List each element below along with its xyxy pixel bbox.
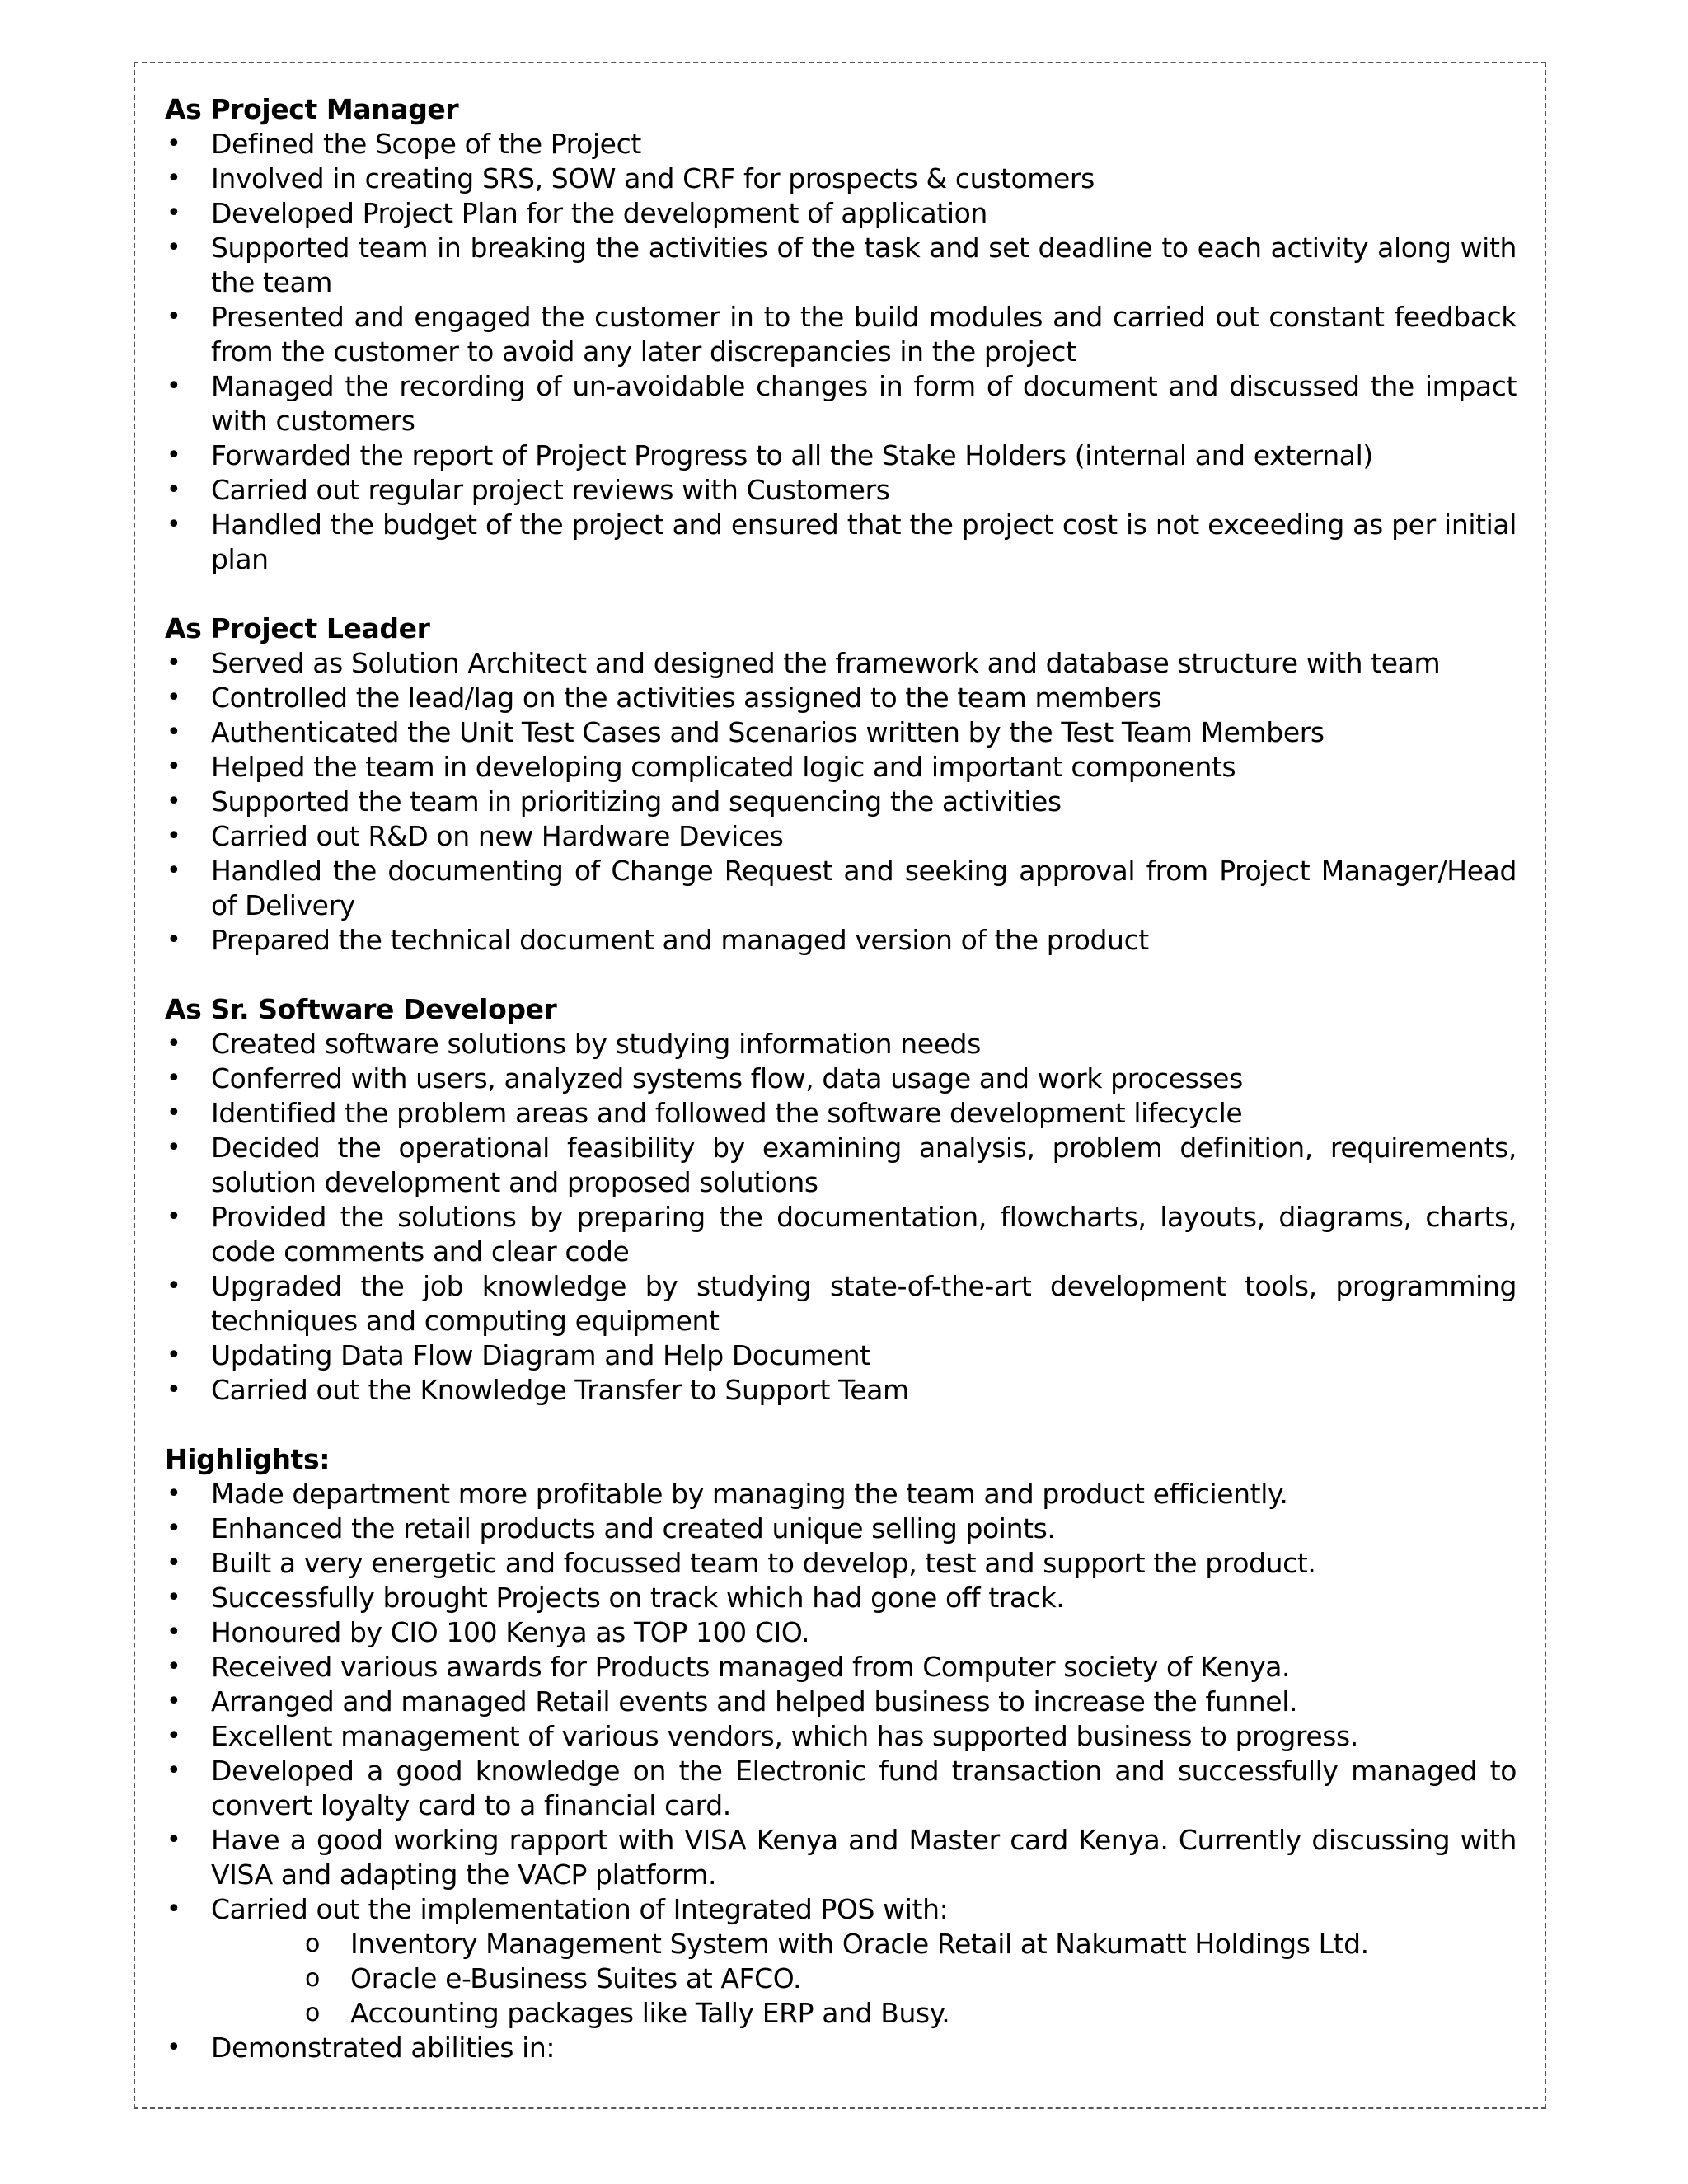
list-item: • Controlled the lead/lag on the activities assigned to the team members xyxy=(165,681,1517,715)
bullet-list xyxy=(165,127,1517,577)
section-project-manager xyxy=(165,92,1517,577)
list-item: • Excellent management of various vendors, which has supported business to progress. xyxy=(165,1719,1517,1754)
list-item: • Created software solutions by studying information needs xyxy=(165,1027,1517,1062)
list-item: • Enhanced the retail products and created unique selling points. xyxy=(165,1511,1517,1546)
section-heading: Highlights: xyxy=(165,1443,330,1475)
section-heading: As Project Leader xyxy=(165,612,430,644)
list-item: • Managed the recording of un-avoidable changes in form of document and discussed the impact with customers xyxy=(165,369,1517,438)
sub-list-item: o Oracle e-Business Suites at AFCO. xyxy=(211,1961,1517,1996)
bullet-list xyxy=(165,646,1517,958)
section-highlights xyxy=(165,1442,1517,2065)
sub-list-item: o Accounting packages like Tally ERP and Busy. xyxy=(211,1996,1517,2031)
list-item: • Built a very energetic and focussed team to develop, test and support the product. xyxy=(165,1546,1517,1581)
list-item-pos xyxy=(165,1892,1517,2031)
list-item: • Conferred with users, analyzed systems flow, data usage and work processes xyxy=(165,1062,1517,1096)
list-item: • Successfully brought Projects on track which had gone off track. xyxy=(165,1581,1517,1615)
list-item: • Upgraded the job knowledge by studying state-of-the-art development tools, programming techniques and computing equipment xyxy=(165,1269,1517,1338)
list-item: • Honoured by CIO 100 Kenya as TOP 100 CIO. xyxy=(165,1615,1517,1650)
list-item: • Involved in creating SRS, SOW and CRF for prospects & customers xyxy=(165,162,1517,196)
list-item: • Handled the documenting of Change Request and seeking approval from Project Manager/Head of Delivery xyxy=(165,854,1517,923)
section-heading: As Sr. Software Developer xyxy=(165,993,557,1025)
list-item: • Authenticated the Unit Test Cases and Scenarios written by the Test Team Members xyxy=(165,715,1517,750)
list-item: • Supported the team in prioritizing and sequencing the activities xyxy=(165,785,1517,819)
list-item: • Arranged and managed Retail events and helped business to increase the funnel. xyxy=(165,1685,1517,1719)
list-item-text: Carried out the implementation of Integrated POS with: xyxy=(211,1893,949,1925)
list-item: • Demonstrated abilities in: xyxy=(165,2031,1517,2065)
list-item: • Prepared the technical document and managed version of the product xyxy=(165,923,1517,958)
list-item: • Decided the operational feasibility by examining analysis, problem definition, requirements, solution development and proposed solutions xyxy=(165,1131,1517,1200)
list-item: • Carried out the Knowledge Transfer to Support Team xyxy=(165,1373,1517,1408)
section-project-leader xyxy=(165,612,1517,958)
section-heading: As Project Manager xyxy=(165,93,459,125)
list-item: • Carried out R&D on new Hardware Devices xyxy=(165,819,1517,854)
list-item: • Developed Project Plan for the development of application xyxy=(165,196,1517,231)
list-item: • Provided the solutions by preparing the documentation, flowcharts, layouts, diagrams, charts, code comments and clear code xyxy=(165,1200,1517,1269)
list-item: • Forwarded the report of Project Progress to all the Stake Holders (internal and external) xyxy=(165,438,1517,473)
sub-list-item: o Inventory Management System with Oracle Retail at Nakumatt Holdings Ltd. xyxy=(211,1927,1517,1961)
sub-bullet-list xyxy=(211,1927,1517,2031)
list-item: • Have a good working rapport with VISA Kenya and Master card Kenya. Currently discussing with VISA and adapting the VACP platform. xyxy=(165,1823,1517,1892)
list-item: • Updating Data Flow Diagram and Help Document xyxy=(165,1338,1517,1373)
list-item: • Made department more profitable by managing the team and product efficiently. xyxy=(165,1477,1517,1511)
resume-content xyxy=(165,92,1517,2065)
list-item: • Presented and engaged the customer in to the build modules and carried out constant feedback from the customer to avoid any later discrepancies in the project xyxy=(165,300,1517,369)
list-item: • Handled the budget of the project and ensured that the project cost is not exceeding as per initial plan xyxy=(165,508,1517,577)
list-item: • Defined the Scope of the Project xyxy=(165,127,1517,162)
bullet-list xyxy=(165,1477,1517,2065)
bullet-list xyxy=(165,1027,1517,1408)
list-item: • Carried out regular project reviews with Customers xyxy=(165,473,1517,508)
list-item: • Developed a good knowledge on the Electronic fund transaction and successfully managed to convert loyalty card to a financial card. xyxy=(165,1754,1517,1823)
list-item: • Received various awards for Products managed from Computer society of Kenya. xyxy=(165,1650,1517,1685)
list-item: • Supported team in breaking the activities of the task and set deadline to each activity along with the team xyxy=(165,231,1517,300)
list-item: • Served as Solution Architect and designed the framework and database structure with team xyxy=(165,646,1517,681)
list-item: • Identified the problem areas and followed the software development lifecycle xyxy=(165,1096,1517,1131)
list-item: • Helped the team in developing complicated logic and important components xyxy=(165,750,1517,785)
section-sr-software-developer xyxy=(165,992,1517,1408)
